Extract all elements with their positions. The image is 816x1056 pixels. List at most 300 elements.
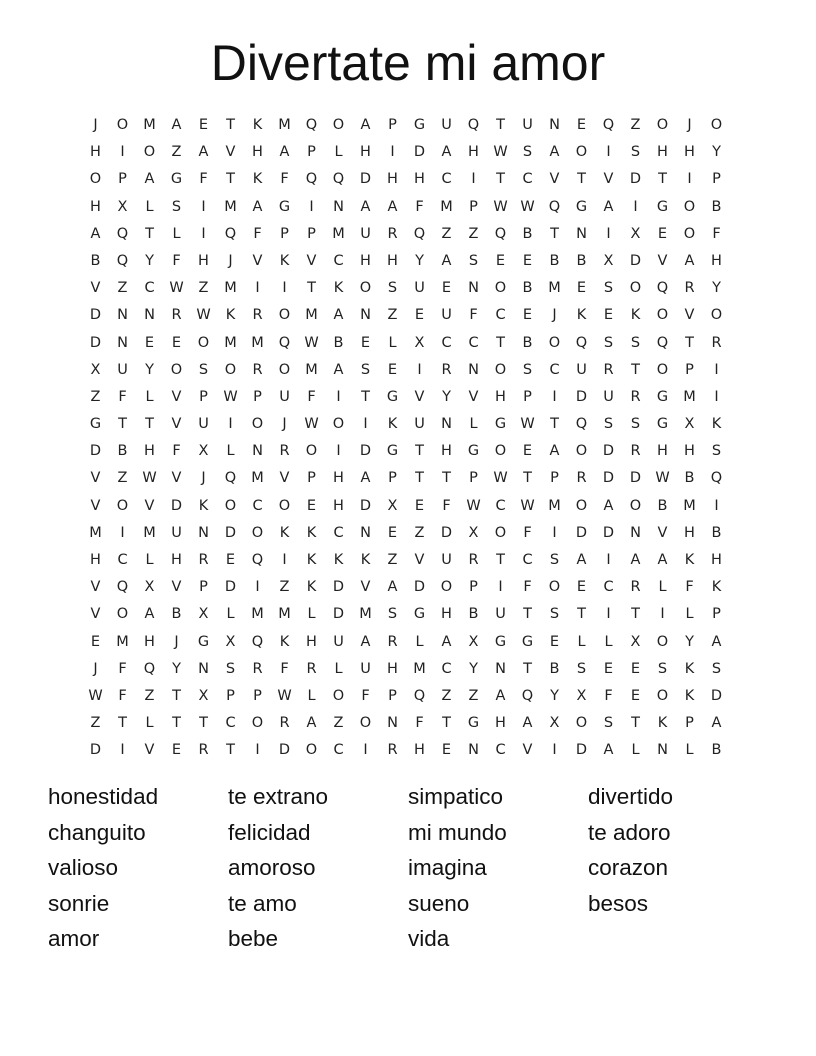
grid-cell: F (253, 225, 262, 242)
grid-cell: F (442, 497, 451, 514)
grid-cell: A (306, 715, 317, 732)
grid-cell: D (602, 470, 615, 487)
grid-cell: O (278, 307, 291, 324)
grid-cell: A (630, 552, 641, 568)
grid-cell: E (576, 579, 587, 596)
grid-cell: I (606, 225, 611, 242)
grid-cell: D (629, 171, 642, 188)
grid-cell: X (630, 225, 641, 242)
grid-cell: O (656, 687, 669, 704)
grid-cell: E (90, 633, 101, 650)
grid-cell: V (414, 388, 425, 405)
grid-cell: N (198, 660, 209, 677)
grid-cell: O (116, 606, 129, 623)
grid-cell: A (576, 552, 587, 568)
grid-cell: G (467, 715, 480, 732)
grid-cell: M (278, 117, 291, 133)
grid-cell: I (687, 171, 692, 188)
grid-cell: K (711, 416, 722, 433)
grid-cell: F (523, 524, 532, 541)
grid-cell: T (550, 416, 559, 433)
grid-cell: D (629, 252, 642, 269)
grid-cell: K (711, 579, 722, 596)
grid-cell: T (361, 388, 370, 405)
grid-cell: O (629, 497, 642, 514)
grid-cell: F (307, 388, 316, 405)
grid-cell: D (170, 497, 183, 514)
grid-cell: A (441, 252, 452, 269)
grid-cell: L (469, 416, 478, 433)
grid-cell: L (307, 687, 316, 704)
grid-cell: Y (712, 280, 721, 297)
grid-cell: A (522, 715, 533, 732)
grid-cell: A (252, 198, 263, 215)
grid-cell: L (685, 742, 694, 759)
grid-cell: K (225, 307, 236, 324)
grid-cell: V (468, 388, 479, 405)
grid-cell: M (143, 117, 156, 133)
grid-cell: L (604, 633, 613, 650)
grid-cell: S (630, 334, 641, 351)
grid-cell: L (334, 144, 343, 161)
grid-cell: F (415, 198, 424, 215)
grid-cell: L (172, 225, 181, 242)
grid-cell: U (198, 416, 209, 433)
grid-cell: S (603, 715, 614, 732)
grid-cell: H (468, 144, 479, 161)
grid-cell: Z (441, 225, 452, 242)
grid-cell: G (413, 606, 426, 623)
grid-cell: T (307, 280, 316, 297)
grid-cell: Q (575, 416, 588, 433)
grid-cell: K (684, 687, 695, 704)
grid-cell: T (145, 416, 154, 433)
grid-cell: I (120, 144, 125, 161)
grid-cell: C (117, 552, 128, 568)
grid-cell: I (498, 579, 503, 596)
grid-cell: X (468, 633, 479, 650)
grid-cell: I (552, 742, 557, 759)
grid-cell: N (441, 416, 452, 433)
grid-cell: D (89, 334, 102, 351)
grid-cell: Z (90, 388, 101, 405)
grid-cell: Q (224, 470, 237, 487)
grid-cell: F (172, 443, 181, 460)
grid-cell: T (172, 715, 181, 732)
grid-cell: D (575, 388, 588, 405)
word-list-item: besos (588, 890, 649, 916)
grid-cell: V (90, 579, 101, 596)
grid-cell: O (656, 117, 669, 133)
grid-cell: O (278, 361, 291, 378)
grid-cell: T (523, 470, 532, 487)
grid-cell: G (170, 171, 183, 188)
grid-cell: N (549, 117, 560, 133)
grid-cell: E (306, 497, 317, 514)
grid-cell: E (441, 280, 452, 297)
grid-cell: W (304, 334, 319, 351)
grid-cell: Z (279, 579, 290, 596)
grid-cell: A (360, 198, 371, 215)
grid-cell: T (415, 443, 424, 460)
word-list-item: amoroso (228, 855, 316, 881)
grid-cell: D (575, 524, 588, 541)
grid-cell: E (414, 307, 425, 324)
grid-cell: R (252, 660, 263, 677)
grid-cell: O (251, 524, 264, 541)
grid-cell: A (684, 252, 695, 269)
grid-cell: R (252, 307, 263, 324)
grid-cell: L (388, 334, 397, 351)
grid-cell: N (117, 334, 128, 351)
grid-cell: P (199, 579, 208, 596)
grid-cell: V (171, 579, 182, 596)
grid-cell: E (387, 524, 398, 541)
grid-cell: P (550, 470, 559, 487)
grid-cell: L (226, 606, 235, 623)
grid-cell: P (685, 361, 694, 378)
grid-cell: H (711, 252, 722, 269)
grid-cell: K (279, 252, 290, 269)
grid-cell: C (333, 742, 344, 759)
grid-cell: T (415, 470, 424, 487)
grid-cell: R (441, 361, 452, 378)
grid-cell: A (711, 633, 722, 650)
grid-cell: B (684, 470, 695, 487)
grid-cell: Q (413, 687, 426, 704)
grid-cell: R (468, 552, 479, 568)
grid-cell: R (198, 552, 209, 568)
grid-cell: D (224, 579, 237, 596)
grid-cell: D (332, 579, 345, 596)
grid-cell: F (361, 687, 370, 704)
grid-cell: S (603, 416, 614, 433)
grid-cell: I (228, 416, 233, 433)
grid-cell: N (252, 443, 263, 460)
grid-cell: P (307, 225, 316, 242)
word-list-item: vida (408, 926, 450, 952)
grid-cell: F (199, 171, 208, 188)
grid-cell: I (120, 524, 125, 541)
grid-cell: O (278, 497, 291, 514)
grid-cell: U (522, 117, 533, 133)
grid-cell: I (120, 742, 125, 759)
grid-cell: R (198, 742, 209, 759)
grid-cell: N (360, 524, 371, 541)
grid-cell: H (414, 171, 425, 188)
grid-cell: S (522, 361, 533, 378)
grid-cell: F (118, 660, 127, 677)
grid-cell: K (630, 307, 641, 324)
grid-cell: C (603, 579, 614, 596)
grid-cell: E (225, 552, 236, 568)
grid-cell: X (576, 687, 587, 704)
grid-cell: I (606, 606, 611, 623)
grid-cell: R (630, 443, 641, 460)
grid-cell: Z (387, 307, 398, 324)
grid-cell: V (144, 497, 155, 514)
grid-cell: H (684, 443, 695, 460)
grid-cell: O (116, 117, 129, 133)
grid-cell: A (171, 117, 182, 133)
grid-cell: C (495, 497, 506, 514)
grid-cell: O (656, 633, 669, 650)
grid-cell: D (413, 579, 426, 596)
grid-cell: C (441, 334, 452, 351)
grid-cell: R (279, 715, 290, 732)
grid-cell: H (90, 144, 101, 161)
grid-cell: T (523, 606, 532, 623)
grid-cell: S (549, 606, 560, 623)
grid-cell: G (413, 117, 426, 133)
grid-cell: B (549, 660, 560, 677)
grid-cell: G (521, 633, 534, 650)
grid-cell: X (549, 715, 560, 732)
grid-cell: B (576, 252, 587, 269)
grid-cell: Y (442, 388, 451, 405)
grid-cell: P (226, 687, 235, 704)
grid-cell: V (225, 144, 236, 161)
grid-cell: S (468, 252, 479, 269)
grid-cell: Q (494, 225, 507, 242)
grid-cell: W (142, 470, 157, 487)
grid-cell: D (575, 742, 588, 759)
grid-cell: F (280, 660, 289, 677)
word-list-item: amor (48, 926, 100, 952)
grid-cell: V (90, 497, 101, 514)
grid-cell: C (225, 715, 236, 732)
grid-cell: E (495, 252, 506, 269)
grid-cell: S (171, 198, 182, 215)
grid-cell: M (683, 497, 696, 514)
word-list-item: mi mundo (408, 819, 507, 845)
grid-cell: U (441, 307, 452, 324)
grid-cell: N (144, 307, 155, 324)
grid-cell: D (602, 524, 615, 541)
grid-cell: M (683, 388, 696, 405)
grid-cell: O (305, 742, 318, 759)
grid-cell: H (387, 171, 398, 188)
grid-cell: Q (332, 171, 345, 188)
grid-cell: G (197, 633, 210, 650)
grid-cell: A (279, 144, 290, 161)
grid-cell: T (226, 742, 235, 759)
grid-cell: B (657, 497, 668, 514)
puzzle-title: Divertate mi amor (210, 35, 606, 91)
grid-cell: M (305, 307, 318, 324)
grid-cell: H (684, 144, 695, 161)
grid-cell: W (223, 388, 238, 405)
grid-cell: F (712, 225, 721, 242)
grid-cell: L (685, 606, 694, 623)
grid-cell: E (171, 742, 182, 759)
grid-cell: F (685, 579, 694, 596)
grid-cell: N (468, 361, 479, 378)
grid-cell: O (494, 524, 507, 541)
grid-cell: F (604, 687, 613, 704)
grid-cell: V (90, 470, 101, 487)
grid-cell: I (309, 198, 314, 215)
grid-cell: O (332, 687, 345, 704)
word-list-item: te amo (228, 890, 297, 916)
grid-cell: H (144, 443, 155, 460)
grid-cell: A (144, 171, 155, 188)
grid-cell: C (333, 524, 344, 541)
grid-cell: Q (116, 225, 129, 242)
grid-cell: M (278, 606, 291, 623)
grid-cell: D (359, 497, 372, 514)
grid-cell: E (603, 307, 614, 324)
grid-cell: T (658, 171, 667, 188)
grid-cell: A (360, 470, 371, 487)
grid-cell: N (495, 660, 506, 677)
grid-cell: H (495, 388, 506, 405)
grid-cell: Q (548, 198, 561, 215)
grid-cell: Y (469, 660, 478, 677)
grid-cell: X (603, 252, 614, 269)
grid-cell: V (360, 579, 371, 596)
grid-cell: W (520, 497, 535, 514)
word-list-item: valioso (48, 855, 119, 881)
grid-cell: X (225, 633, 236, 650)
grid-cell: Y (172, 660, 181, 677)
grid-cell: X (198, 606, 209, 623)
grid-cell: X (630, 633, 641, 650)
grid-cell: L (145, 198, 154, 215)
grid-cell: L (415, 633, 424, 650)
grid-cell: I (471, 171, 476, 188)
grid-cell: B (333, 334, 344, 351)
grid-cell: O (305, 443, 318, 460)
grid-cell: P (253, 388, 262, 405)
grid-cell: E (360, 334, 371, 351)
grid-cell: T (172, 687, 181, 704)
grid-cell: Q (278, 334, 291, 351)
grid-cell: R (387, 633, 398, 650)
grid-cell: F (523, 579, 532, 596)
grid-cell: I (363, 742, 368, 759)
grid-cell: C (495, 307, 506, 324)
grid-cell: T (226, 171, 235, 188)
grid-cell: C (495, 742, 506, 759)
grid-cell: Z (630, 117, 641, 133)
grid-cell: B (117, 443, 128, 460)
grid-cell: H (387, 660, 398, 677)
grid-cell: D (224, 524, 237, 541)
grid-cell: S (711, 660, 722, 677)
grid-cell: H (495, 715, 506, 732)
grid-cell: R (711, 334, 722, 351)
grid-cell: T (496, 171, 505, 188)
grid-cell: W (88, 687, 103, 704)
grid-cell: M (251, 606, 264, 623)
grid-cell: V (279, 470, 290, 487)
grid-cell: R (603, 361, 614, 378)
grid-cell: M (548, 497, 561, 514)
grid-cell: X (90, 361, 101, 378)
grid-cell: B (711, 198, 722, 215)
grid-cell: H (387, 252, 398, 269)
grid-cell: A (441, 144, 452, 161)
grid-cell: P (523, 388, 532, 405)
grid-cell: J (201, 470, 206, 487)
grid-cell: Q (656, 334, 669, 351)
grid-cell: G (386, 388, 399, 405)
grid-cell: P (469, 579, 478, 596)
grid-cell: R (576, 470, 587, 487)
grid-cell: O (683, 198, 696, 215)
grid-cell: X (117, 198, 128, 215)
grid-cell: M (224, 198, 237, 215)
grid-cell: O (332, 416, 345, 433)
grid-cell: I (336, 388, 341, 405)
grid-cell: A (603, 497, 614, 514)
grid-cell: U (117, 361, 128, 378)
grid-cell: U (414, 416, 425, 433)
grid-cell: M (548, 280, 561, 297)
grid-cell: K (387, 416, 398, 433)
grid-cell: U (279, 388, 290, 405)
grid-cell: H (306, 633, 317, 650)
grid-cell: J (552, 307, 557, 324)
grid-cell: O (224, 497, 237, 514)
grid-cell: B (522, 280, 533, 297)
grid-cell: O (170, 361, 183, 378)
grid-cell: O (656, 307, 669, 324)
grid-cell: E (576, 117, 587, 133)
grid-cell: A (387, 579, 398, 596)
grid-cell: Z (468, 687, 479, 704)
grid-cell: I (282, 552, 287, 568)
grid-cell: P (280, 225, 289, 242)
grid-cell: K (333, 280, 344, 297)
grid-cell: M (251, 334, 264, 351)
grid-cell: A (333, 361, 344, 378)
grid-cell: K (306, 524, 317, 541)
grid-cell: J (93, 660, 98, 677)
grid-cell: O (89, 171, 102, 188)
grid-cell: Q (116, 579, 129, 596)
grid-cell: B (711, 742, 722, 759)
grid-cell: H (441, 606, 452, 623)
grid-cell: J (228, 252, 233, 269)
grid-cell: A (657, 552, 668, 568)
grid-cell: H (360, 144, 371, 161)
word-list-item: changuito (48, 819, 146, 845)
grid-cell: U (576, 361, 587, 378)
grid-cell: H (360, 252, 371, 269)
grid-cell: U (360, 660, 371, 677)
grid-cell: B (549, 252, 560, 269)
grid-cell: V (306, 252, 317, 269)
grid-cell: L (577, 633, 586, 650)
grid-cell: C (333, 252, 344, 269)
grid-cell: Z (117, 470, 128, 487)
grid-cell: R (630, 388, 641, 405)
grid-cell: Q (116, 252, 129, 269)
grid-cell: R (306, 660, 317, 677)
grid-cell: G (575, 198, 588, 215)
grid-cell: V (144, 742, 155, 759)
word-list-item: honestidad (48, 784, 159, 809)
grid-cell: I (417, 361, 422, 378)
grid-cell: Y (145, 361, 154, 378)
grid-cell: N (360, 307, 371, 324)
grid-cell: I (363, 416, 368, 433)
grid-cell: O (143, 144, 156, 161)
grid-cell: G (494, 416, 507, 433)
grid-cell: T (523, 660, 532, 677)
